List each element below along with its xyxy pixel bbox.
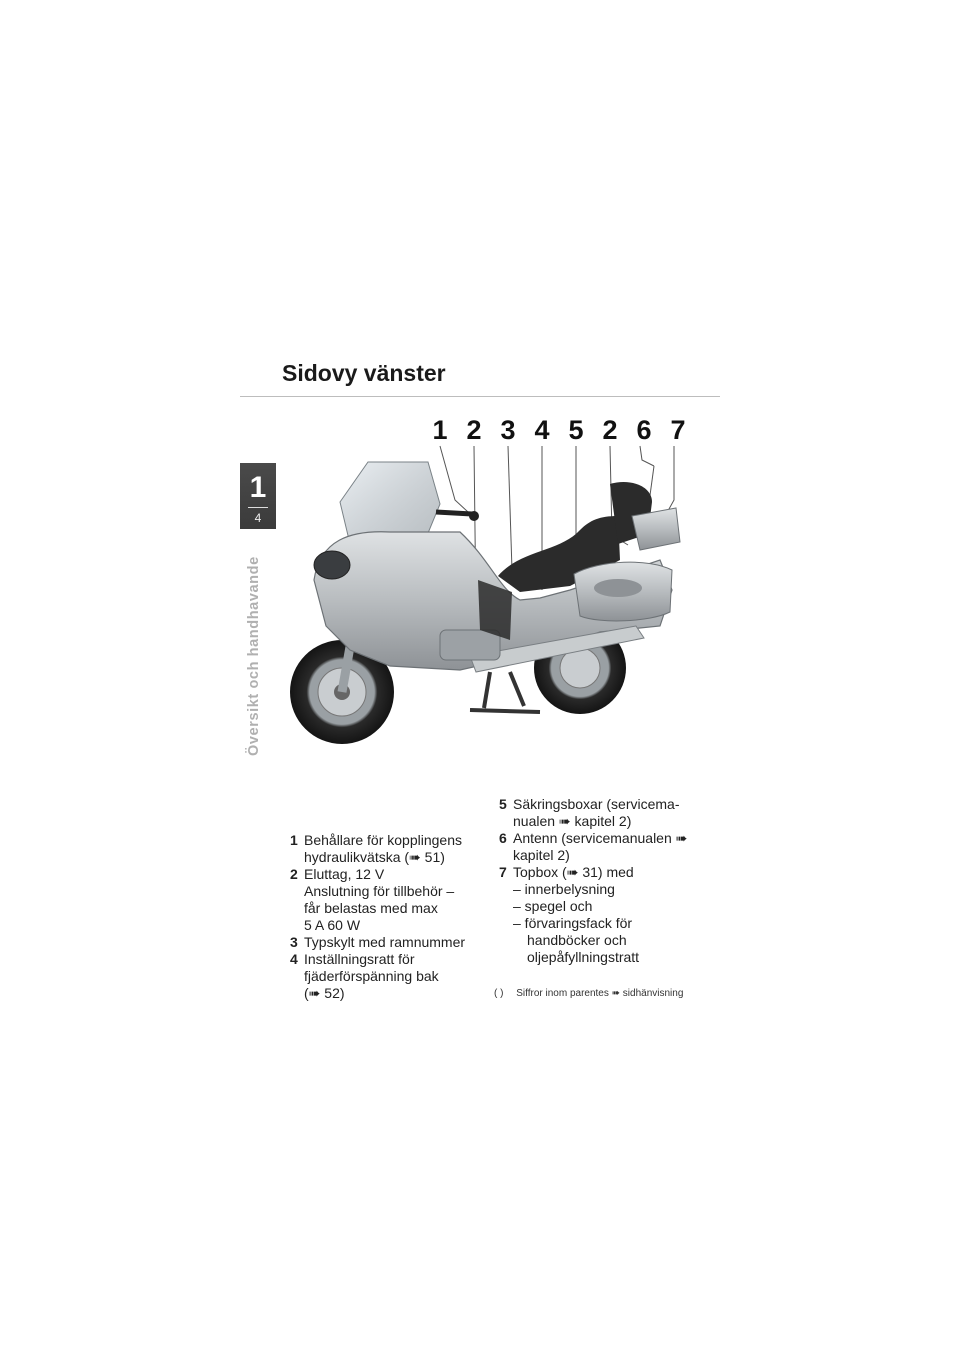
top-box [632,508,680,550]
legend-line: hydraulikvätska (➠ 51) [304,849,445,865]
legend-number: 2 [290,866,298,882]
legend-number: 3 [290,934,298,950]
legend-line: Behållare för kopplingens [304,832,462,848]
legend-line: Anslutning för tillbehör – [304,883,455,899]
legend-line: Eluttag, 12 V [304,866,385,882]
legend-number: 6 [499,830,507,846]
callout-2b: 2 [595,415,625,445]
legend-number: 5 [499,796,507,812]
legend-item [290,866,480,934]
legend-line: (➠ 52) [304,985,345,1001]
callout-7: 7 [663,415,693,445]
legend-item [290,832,480,866]
legend-number: 7 [499,864,507,880]
legend-left [290,832,480,1002]
footnote-paren: ( ) [494,988,504,999]
legend-line: 5 A 60 W [304,917,361,933]
legend-line: kapitel 2) [513,847,570,863]
legend-item [499,864,709,966]
callout-6: 6 [629,415,659,445]
title-divider [240,396,720,397]
chapter-number: 1 [249,471,267,504]
legend-line: Typskylt med ramnummer [304,934,466,950]
chapter-side-label: Översikt och handhavande [246,556,262,756]
page-number: 4 [254,511,262,525]
callout-3: 3 [493,415,523,445]
footnote [494,988,683,999]
legend-right [499,796,709,966]
legend-number: 1 [290,832,298,848]
legend-subitem: – förvaringsfack för handböcker och oljepåfyllningstratt [513,915,640,965]
legend-number: 4 [290,951,298,967]
legend-line: fjäderförspänning bak [304,968,439,984]
legend-item [290,934,480,951]
legend-item [499,796,709,830]
callout-4: 4 [527,415,557,445]
motorcycle-illustration [240,440,720,770]
legend-line: nualen ➠ kapitel 2) [513,813,632,829]
legend-subitem: – innerbelysning [513,881,615,897]
headlight [314,551,350,579]
page-title: Sidovy vänster [282,360,446,386]
legend-subitem: – spegel och [513,898,593,914]
legend-item [499,830,709,864]
legend-line: Inställningsratt för [304,951,415,967]
callout-2: 2 [459,415,489,445]
legend-item [290,951,480,1002]
footnote-text: Siffror inom parentes ➠ sidhänvisning [516,988,684,999]
legend-line: Topbox (➠ 31) med [513,864,634,880]
callout-5: 5 [561,415,591,445]
legend-line: får belastas med max [304,900,438,916]
legend-line: Säkringsboxar (servicema- [513,796,680,812]
callout-1: 1 [425,415,455,445]
legend-line: Antenn (servicemanualen ➠ [513,830,688,846]
